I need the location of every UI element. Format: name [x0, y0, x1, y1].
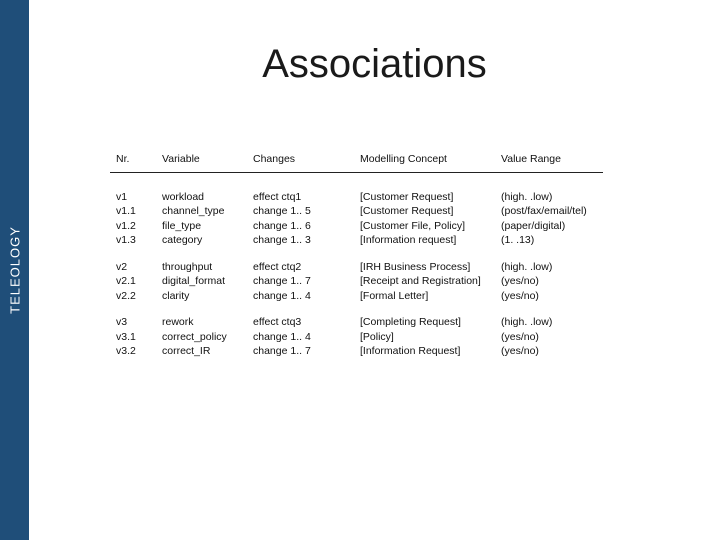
cell-line: v3.1	[116, 330, 136, 343]
cell-line: v2.1	[116, 275, 136, 287]
header-modelling-concept: Modelling Concept	[354, 148, 495, 172]
cell-line: correct_IR	[162, 345, 211, 357]
cell-line: [Customer File, Policy]	[360, 219, 466, 232]
cell-line: (high. .low)	[501, 316, 553, 328]
header-value-range: Value Range	[495, 148, 603, 172]
cell-line: change 1.. 6	[253, 219, 311, 232]
cell-line: v1	[116, 190, 128, 203]
value-range-cell	[495, 172, 603, 248]
nr-cell	[110, 172, 156, 248]
cell-line: effect ctq3	[253, 316, 302, 328]
cell-line: [Policy]	[360, 330, 394, 343]
value-range-cell	[495, 248, 603, 304]
cell-line: (high. .low)	[501, 190, 553, 203]
cell-line: [Receipt and Registration]	[360, 275, 481, 287]
cell-line: [IRH Business Process]	[360, 260, 471, 273]
cell-line: [Information request]	[360, 234, 457, 246]
value-range-cell	[495, 303, 603, 359]
cell-line: [Customer Request]	[360, 205, 454, 217]
modelling-concept-cell	[354, 248, 495, 304]
cell-line: v3.2	[116, 345, 136, 357]
variable-cell	[156, 172, 247, 248]
table-header-row	[110, 148, 603, 172]
cell-line: channel_type	[162, 205, 225, 217]
cell-line: file_type	[162, 219, 202, 232]
variable-cell	[156, 248, 247, 304]
cell-line: [Completing Request]	[360, 316, 461, 328]
cell-line: effect ctq1	[253, 190, 302, 203]
modelling-concept-cell	[354, 303, 495, 359]
cell-line: throughput	[162, 260, 213, 273]
variable-cell	[156, 303, 247, 359]
cell-line: (high. .low)	[501, 260, 553, 273]
sidebar-band	[0, 0, 29, 540]
cell-line: v3	[116, 316, 128, 328]
cell-line: clarity	[162, 289, 190, 302]
cell-line: (yes/no)	[501, 275, 539, 287]
cell-line: [Customer Request]	[360, 190, 454, 203]
cell-line: [Information Request]	[360, 345, 461, 357]
cell-line: workload	[162, 190, 205, 203]
changes-cell	[247, 248, 354, 304]
table-row	[110, 248, 603, 304]
cell-line: change 1.. 7	[253, 345, 311, 357]
cell-line: rework	[162, 316, 194, 328]
cell-line: v1.1	[116, 205, 136, 217]
sidebar-label: TELEOLOGY	[7, 226, 23, 314]
cell-line: (yes/no)	[501, 345, 539, 357]
modelling-concept-cell	[354, 172, 495, 248]
header-variable: Variable	[156, 148, 247, 172]
changes-cell	[247, 172, 354, 248]
cell-line: (yes/no)	[501, 330, 539, 343]
cell-line: change 1.. 4	[253, 330, 311, 343]
associations-table	[110, 148, 603, 359]
nr-cell	[110, 248, 156, 304]
header-nr: Nr.	[110, 148, 156, 172]
table-row	[110, 172, 603, 248]
cell-line: [Formal Letter]	[360, 289, 429, 302]
header-changes: Changes	[247, 148, 354, 172]
cell-line: change 1.. 5	[253, 205, 311, 217]
cell-line: change 1.. 4	[253, 289, 311, 302]
cell-line: digital_format	[162, 275, 226, 287]
cell-line: correct_policy	[162, 330, 227, 343]
cell-line: (yes/no)	[501, 289, 539, 302]
cell-line: v2	[116, 260, 128, 273]
cell-line: change 1.. 7	[253, 275, 311, 287]
cell-line: effect ctq2	[253, 260, 302, 273]
cell-line: (1. .13)	[501, 234, 535, 246]
table-row	[110, 303, 603, 359]
table-body	[110, 172, 603, 359]
cell-line: v2.2	[116, 289, 136, 302]
cell-line: (post/fax/email/tel)	[501, 205, 587, 217]
cell-line: category	[162, 234, 203, 246]
cell-line: v1.2	[116, 219, 136, 232]
cell-line: v1.3	[116, 234, 136, 246]
page-title: Associations	[262, 42, 487, 86]
cell-line: (paper/digital)	[501, 219, 566, 232]
nr-cell	[110, 303, 156, 359]
changes-cell	[247, 303, 354, 359]
cell-line: change 1.. 3	[253, 234, 311, 246]
